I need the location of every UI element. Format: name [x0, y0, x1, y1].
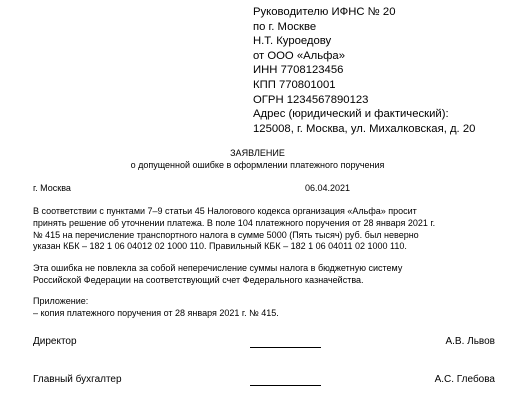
paragraph-line: указан КБК – 182 1 06 04012 02 1000 110. Правильный КБК – 182 1 06 04011 02 1000 110. — [33, 241, 407, 252]
attachment-item: – копия платежного поручения от 28 января 2021 г. № 415. — [33, 307, 279, 318]
addressee-line: по г. Москве — [253, 20, 317, 33]
addressee-line: Адрес (юридический и фактический): — [253, 108, 449, 121]
addressee-line: Руководителю ИФНС № 20 — [253, 6, 396, 18]
document-subheading: о допущенной ошибке в оформлении платежного поручения — [130, 160, 385, 171]
addressee-line: Н.Т. Куроедову — [253, 35, 332, 48]
signature-line — [250, 347, 321, 348]
paragraph-line: № 415 на перечисление транспортного налога в сумме 5000 (Пять тысяч) руб. был неверно — [33, 229, 419, 240]
paragraph-line: принять решение об уточнении платежа. В поле 104 платежного поручения от 28 января 2021 г. — [33, 217, 436, 228]
addressee-line: ИНН 7708123456 — [253, 64, 344, 77]
signatory-name: А.С. Глебова — [434, 374, 495, 385]
addressee-line: 125008, г. Москва, ул. Михалковская, д. 20 — [253, 122, 476, 135]
document-city: г. Москва — [33, 183, 71, 193]
addressee-block — [253, 5, 511, 136]
paragraph-line: Российской Федерации на соответствующий счет Федерального казначейства. — [33, 274, 364, 285]
signatory-name: А.В. Львов — [445, 336, 495, 347]
addressee-line: от ООО «Альфа» — [253, 49, 346, 62]
paragraph-line: В соответствии с пунктами 7–9 статьи 45 Налогового кодекса организация «Альфа» просит — [33, 206, 417, 216]
addressee-line: КПП 770801001 — [253, 78, 336, 91]
signature-row-chief-accountant — [33, 373, 495, 389]
paragraph-line: Эта ошибка не повлекла за собой неперечисление суммы налога в бюджетную систему — [33, 263, 403, 273]
signature-row-director — [33, 335, 495, 351]
attachment-label: Приложение: — [33, 296, 89, 306]
document-heading: ЗАЯВЛЕНИЕ — [230, 148, 285, 158]
attachment-block — [33, 296, 503, 320]
signatory-role: Директор — [33, 336, 77, 347]
document-date: 06.04.2021 — [305, 183, 351, 193]
body-paragraph-1 — [33, 206, 503, 253]
addressee-line: ОГРН 1234567890123 — [253, 93, 369, 106]
signature-line — [250, 385, 321, 386]
signatory-role: Главный бухгалтер — [33, 374, 122, 385]
body-paragraph-2 — [33, 263, 503, 287]
document-title — [0, 147, 515, 171]
